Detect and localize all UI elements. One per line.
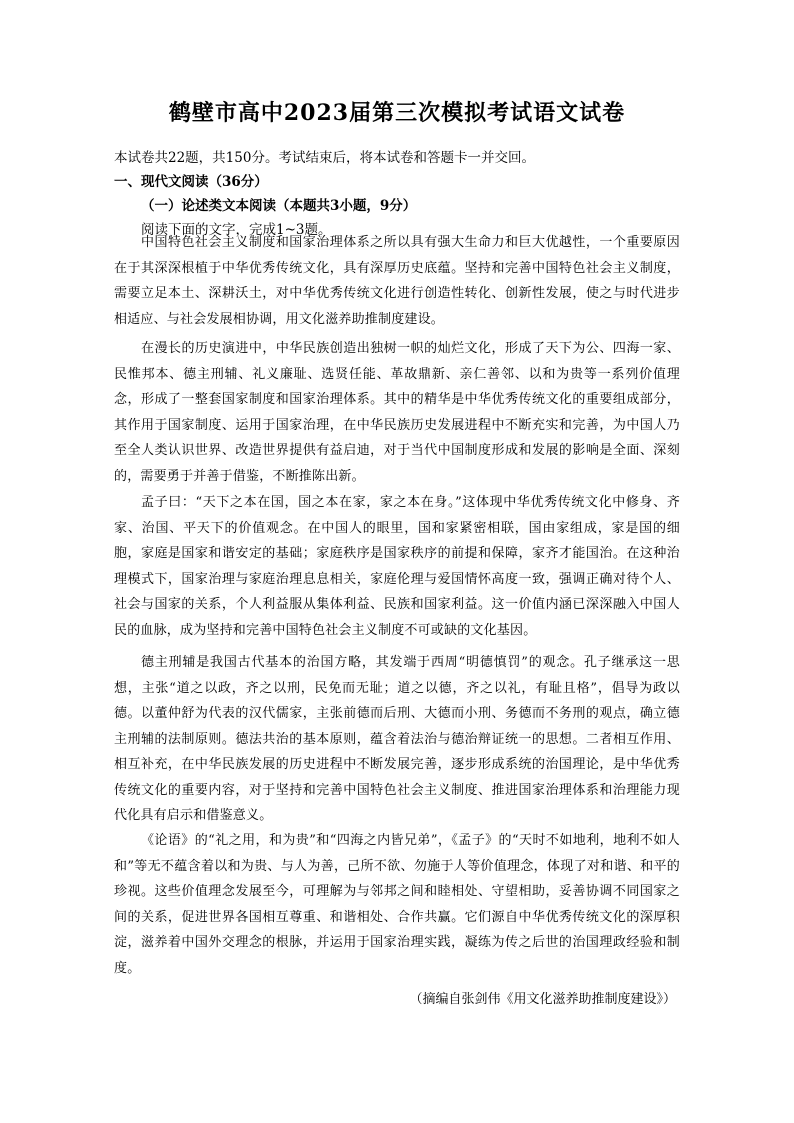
passage-paragraph-5: 《论语》的“礼之用，和为贵”和“四海之内皆兄弟”，《孟子》的“天时不如地利，地利不如人和”等无不蕴含着以和为贵、与人为善，己所不欲、勿施于人等价值理念，体现了对和谐、和平的珍视。这些价值理念发展至今，可理解为与邻邦之间和睦相处、守望相助，妥善协调不同国家之间的关系，促进世界各国相互尊重、和谐相处、合作共赢。它们源自中华优秀传统文化的深厚积淀，滋养着中国外交理念的根脉，并运用于国家治理实践，凝练为传之后世的治国理政经验和制度。 — [114, 833, 680, 976]
subsection-heading: （一）论述类文本阅读（本题共3小题，9分） — [141, 198, 417, 214]
passage-paragraph-2: 在漫长的历史演进中，中华民族创造出独树一帜的灿烂文化，形成了天下为公、四海一家、民惟邦本、德主刑辅、礼义廉耻、选贤任能、革故鼎新、亲仁善邻、以和为贵等一系列价值理念，形成了一整套国家制度和国家治理体系。其中的精华是中华优秀传统文化的重要组成部分，其作用于国家制度、运用于国家治理，在中华民族历史发展进程中不断充实和完善，为中国人乃至全人类认识世界、改造世界提供有益启迪，对于当代中国制度形成和发展的影响是全面、深刻的，需要勇于并善于借鉴，不断推陈出新。 — [114, 341, 680, 484]
section-heading: 一、现代文阅读（36分） — [114, 174, 268, 190]
exam-intro: 本试卷共22题，共150分。考试结束后，将本试卷和答题卡一并交回。 — [114, 150, 535, 166]
passage-paragraph-4: 德主刑辅是我国古代基本的治国方略，其发端于西周“明德慎罚”的观念。孔子继承这一思想，主张“道之以政，齐之以刑，民免而无耻；道之以德，齐之以礼，有耻且格”，倡导为政以德。以董仲舒为代表的汉代儒家，主张前德而后刑、大德而小刑、务德而不务刑的观点，确立德主刑辅的法制原则。德法共治的基本原则，蕴含着法治与德治辩证统一的思想。二者相互作用、相互补充，在中华民族发展的历史进程中不断发展完善，逐步形成系统的治国理论，是中华优秀传统文化的重要内容，对于坚持和完善中国特色社会主义制度、推进国家治理体系和治理能力现代化具有启示和借鉴意义。 — [114, 655, 680, 823]
passage-paragraph-3: 孟子曰：“天下之本在国，国之本在家，家之本在身。”这体现中华优秀传统文化中修身、齐家、治国、平天下的价值观念。在中国人的眼里，国和家紧密相联，国由家组成，家是国的细胞，家庭是国家和谐安定的基础；家庭秩序是国家秩序的前提和保障，家齐才能国治。在这种治理模式下，国家治理与家庭治理息息相关，家庭伦理与爱国情怀高度一致，强调正确对待个人、社会与国家的关系，个人利益服从集体利益、民族和国家利益。这一价值内涵已深深融入中国人民的血脉，成为坚持和完善中国特色社会主义制度不可或缺的文化基因。 — [114, 495, 680, 638]
passage-source: （摘编自张剑伟《用文化滋养助推制度建设》） — [409, 992, 676, 1007]
exam-title: 鹤壁市高中2023届第三次模拟考试语文试卷 — [168, 100, 626, 126]
reading-instruction: 阅读下面的文字，完成1~3题。 — [141, 222, 332, 238]
passage-paragraph-1: 中国特色社会主义制度和国家治理体系之所以具有强大生命力和巨大优越性，一个重要原因在于其深深根植于中华优秀传统文化，具有深厚历史底蕴。坚持和完善中国特色社会主义制度，需要立足本土、深耕沃土，对中华优秀传统文化进行创造性转化、创新性发展，使之与时代进步相适应、与社会发展相协调，用文化滋养助推制度建设。 — [114, 235, 680, 327]
